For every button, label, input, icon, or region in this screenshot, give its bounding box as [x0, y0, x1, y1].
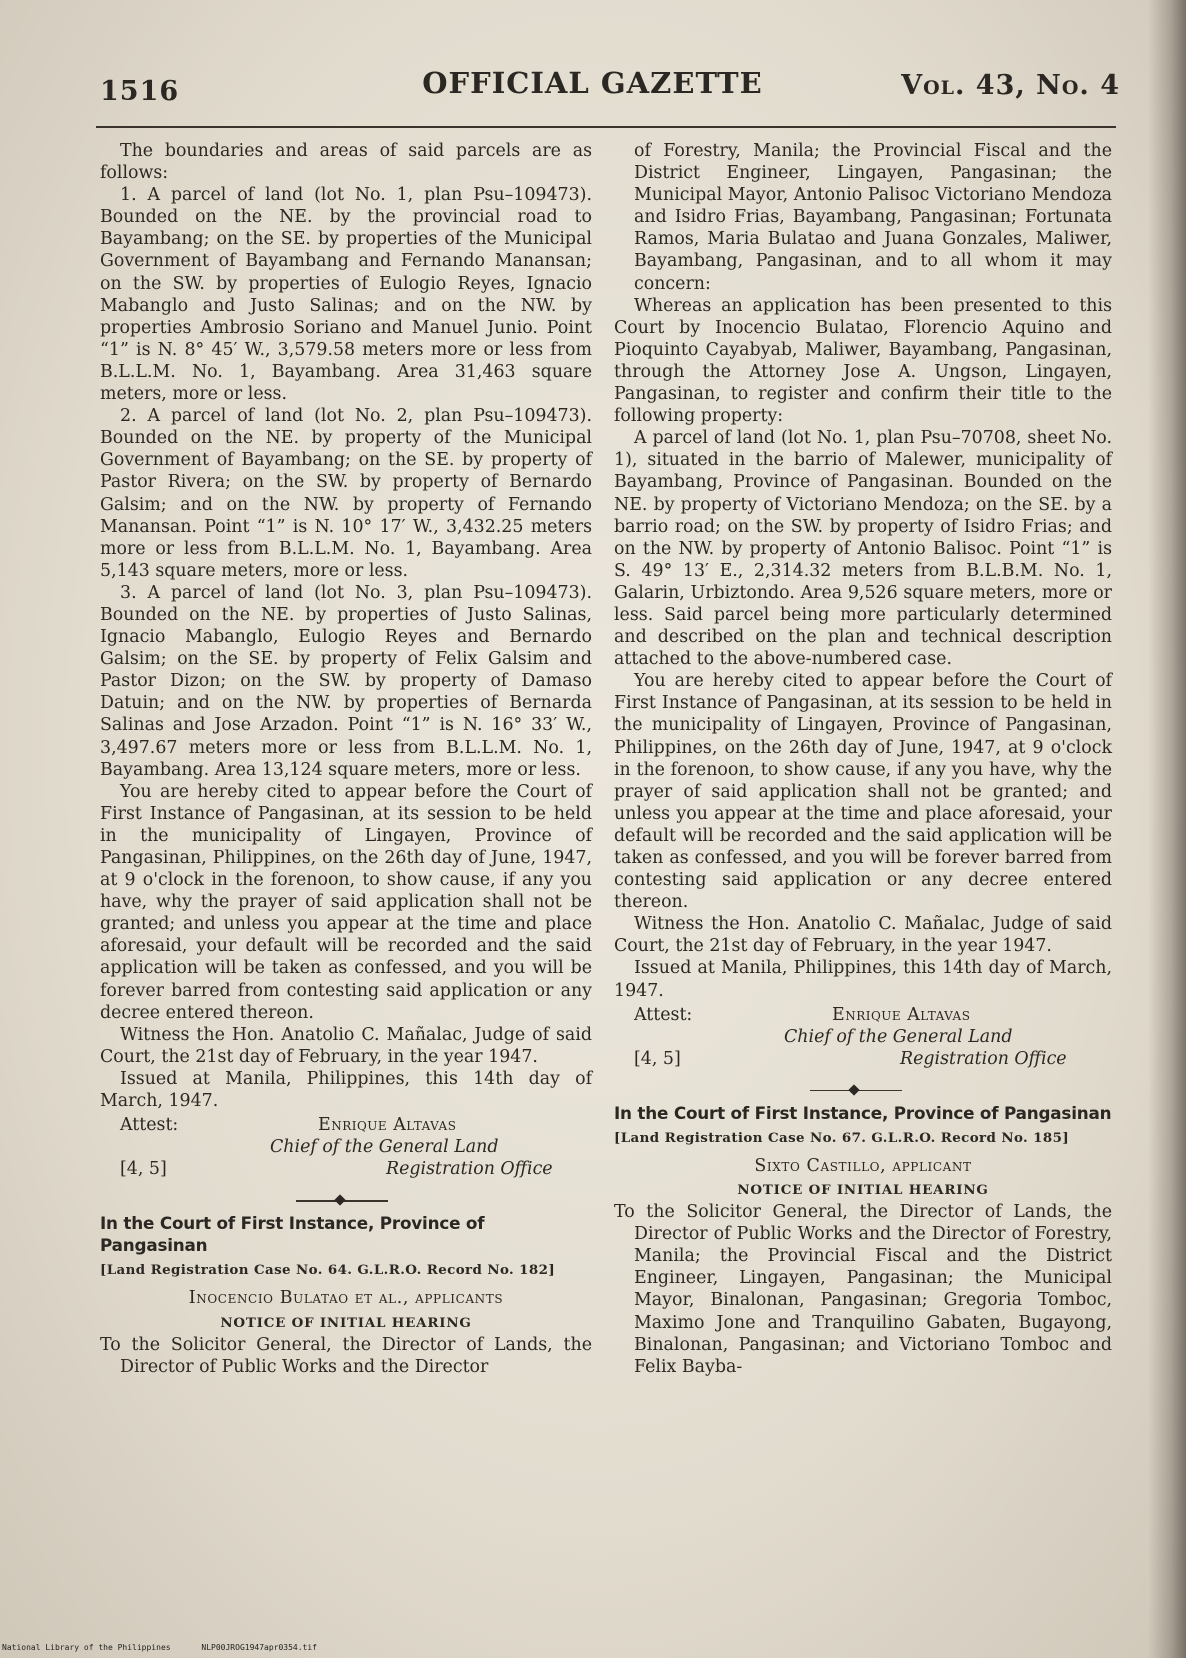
addressees-paragraph: To the Solicitor General, the Director of Lands, the Director of Public Works and the Director of Forestry, Manila; the Provincial Fiscal and the District Engineer, Lingayen, Pangasinan; the Municipal Mayor, Binalonan, Pangasinan; Gregoria Tomboc, Maximo Jone and Tranquilino Gabaten, Bugayong, Binalonan, Pangasinan; and Victoriano Tomboc and Felix Bayba- — [614, 1202, 1112, 1377]
whereas-paragraph: Whereas an application has been presented to this Court by Inocencio Bulatao, Florencio Aquino and Pioquinto Cayabyab, Maliwer, Bayambang, Pangasinan, through the Attorney Jose A. Ungson, Lingayen, Pangasinan, to register and confirm their title to the following property: — [614, 295, 1112, 427]
page-binding-shadow — [1148, 0, 1186, 1658]
section-separator — [614, 1080, 1112, 1102]
witness-paragraph: Witness the Hon. Anatolio C. Mañalac, Judge of said Court, the 21st day of February, in the year 1947. — [614, 914, 1112, 957]
citation-paragraph: You are hereby cited to appear before the Court of First Instance of Pangasinan, at its session to be held in the municipality of Lingayen, Province of Pangasinan, Philippines, on the 26th day of June, 1947, at 9 o'clock in the forenoon, to show cause, if any you have, why the prayer of said application shall not be granted; and unless you appear at the time and place aforesaid, your default will be recorded and the said application will be taken as confessed, and you will be forever barred from contesting said application or any decree entered thereon. — [100, 781, 592, 1023]
page-header — [0, 0, 1186, 140]
right-column — [614, 140, 1112, 1378]
separator-diamond-icon — [334, 1194, 345, 1205]
signer-name: Enrique Altavas — [832, 1004, 971, 1025]
publication-title: OFFICIAL GAZETTE — [422, 66, 763, 100]
library-credit: National Library of the Philippines — [2, 1643, 171, 1652]
scan-filename: NLP00JROG1947apr0354.tif — [201, 1643, 317, 1652]
attestation-block — [100, 1114, 592, 1190]
court-heading: In the Court of First Instance, Province of Pangasinan — [614, 1102, 1112, 1123]
attest-label: Attest: — [634, 1004, 693, 1025]
applicant-line: Sixto Castillo, applicant — [754, 1155, 972, 1176]
parcel-2-description: 2. A parcel of land (lot No. 2, plan Psu–109473). Bounded on the NE. by property of the Municipal Government of Bayambang; on the SE. by property of Pastor Rivera; on the SW. by property of Bernardo Galsim; and on the NW. by property of Fernando Manansan. Point “1” is N. 10° 17′ W., 3,432.25 meters more or less from B.L.L.M. No. 1, Bayambang. Area 5,143 square meters, more or less. — [100, 406, 592, 581]
issued-paragraph: Issued at Manila, Philippines, this 14th day of March, 1947. — [100, 1068, 592, 1112]
parcel-description: A parcel of land (lot No. 1, plan Psu–70708, sheet No. 1), situated in the barrio of Malewer, municipality of Bayambang, Province of Pangasinan. Bounded on the NE. by property of Victoriano Mendoza; on the SE. by a barrio road; on the SW. by property of Isidro Frias; and on the NW. by property of Antonio Balisoc. Point “1” is S. 49° 13′ E., 2,314.32 meters from B.L.B.M. No. 1, Galarin, Urbiztondo. Area 9,526 square meters, more or less. Said parcel being more particularly determined and described on the plan and technical description attached to the above-numbered case. — [614, 428, 1112, 670]
signer-title-line-1: Chief of the General Land — [784, 1026, 1013, 1047]
citation-paragraph: You are hereby cited to appear before the Court of First Instance of Pangasinan, at its session to be held in the municipality of Lingayen, Province of Pangasinan, Philippines, on the 26th day of June, 1947, at 9 o'clock in the forenoon, to show cause, if any you have, why the prayer of said application shall not be granted; and unless you appear at the time and place aforesaid, your default will be recorded and the said application will be taken as confessed, and you will be forever barred from contesting said application or any decree entered thereon. — [614, 671, 1112, 913]
section-separator — [100, 1190, 592, 1212]
header-rule — [96, 126, 1116, 128]
issued-paragraph: Issued at Manila, Philippines, this 14th day of March, 1947. — [614, 958, 1112, 1001]
notice-heading: NOTICE OF INITIAL HEARING — [220, 1314, 472, 1331]
scan-footer — [2, 1643, 343, 1652]
attest-label: Attest: — [120, 1115, 179, 1136]
parcel-1-description: 1. A parcel of land (lot No. 1, plan Psu–109473). Bounded on the NE. by the provincial road to Bayambang; on the SE. by properties of the Municipal Government of Bayambang and Fernando Manansan; on the SW. by properties of Eulogio Reyes, Ignacio Mabanglo and Justo Salinas; and on the NW. by properties Ambrosio Soriano and Manuel Junio. Point “1” is N. 8° 45′ W., 3,579.58 meters more or less from B.L.L.M. No. 1, Bayambang. Area 31,463 square meters, more or less. — [100, 185, 592, 405]
page-number: 1516 — [100, 76, 180, 107]
signer-title-line-2: Registration Office — [386, 1159, 553, 1180]
attestation-block — [614, 1004, 1112, 1080]
signer-name: Enrique Altavas — [318, 1115, 457, 1136]
case-reference: [Land Registration Case No. 64. G.L.R.O. Record No. 182] — [100, 1262, 556, 1279]
signer-title-line-1: Chief of the General Land — [270, 1137, 499, 1158]
parcel-3-description: 3. A parcel of land (lot No. 3, plan Psu–109473). Bounded on the NE. by properties of Justo Salinas, Ignacio Mabanglo, Eulogio Reyes and Bernardo Galsim; on the SE. by property of Felix Galsim and Pastor Dizon; on the SW. by property of Damaso Datuin; and on the NW. by properties of Bernarda Salinas and Jose Arzadon. Point “1” is N. 16° 33′ W., 3,497.67 meters more or less from B.L.L.M. No. 1, Bayambang. Area 13,124 square meters, more or less. — [100, 582, 592, 780]
signer-title-line-2: Registration Office — [900, 1048, 1067, 1069]
witness-paragraph: Witness the Hon. Anatolio C. Mañalac, Judge of said Court, the 21st day of February, in the year 1947. — [100, 1024, 592, 1067]
court-heading: In the Court of First Instance, Province of Pangasinan — [100, 1213, 485, 1256]
left-column — [100, 140, 592, 1378]
addressees-continuation: of Forestry, Manila; the Provincial Fiscal and the District Engineer, Lingayen, Pangasinan; the Municipal Mayor, Antonio Palisoc Victoriano Mendoza and Isidro Frias, Bayambang, Pangasinan; Fortunata Ramos, Maria Bulatao and Juana Gonzales, Maliwer, Bayambang, Pangasinan, and to all whom it may concern: — [634, 141, 1112, 294]
separator-diamond-icon — [848, 1084, 859, 1095]
boundaries-intro: The boundaries and areas of said parcels are as follows: — [100, 141, 592, 184]
issue-reference: [4, 5] — [120, 1159, 167, 1180]
addressees-paragraph: To the Solicitor General, the Director of Lands, the Director of Public Works and the Director — [100, 1334, 592, 1377]
notice-heading: NOTICE OF INITIAL HEARING — [737, 1181, 989, 1198]
issue-reference: [4, 5] — [634, 1048, 681, 1069]
case-reference: [Land Registration Case No. 67. G.L.R.O. Record No. 185] — [614, 1129, 1070, 1146]
applicant-line: Inocencio Bulatao et al., applicants — [188, 1288, 504, 1309]
volume-label: Vol. 43, No. 4 — [901, 70, 1120, 101]
